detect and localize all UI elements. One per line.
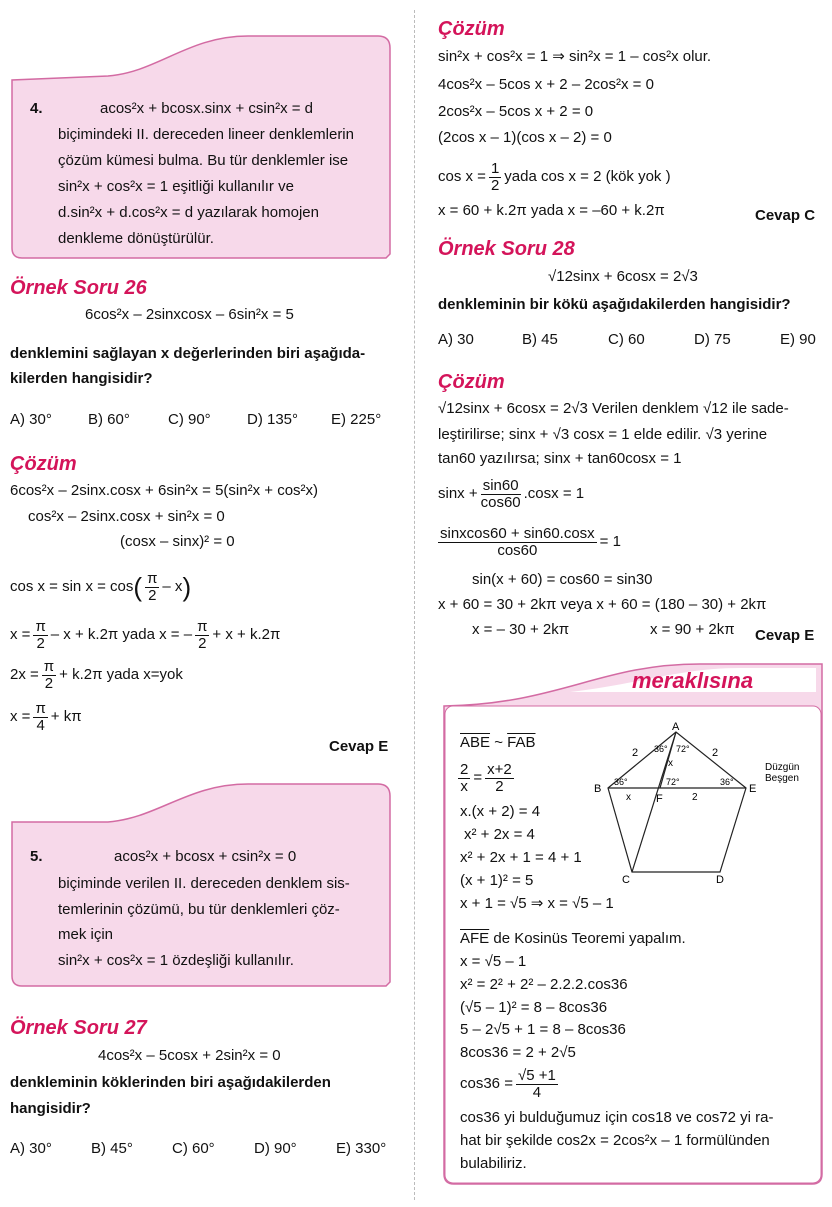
option-b: B) 45° bbox=[91, 1140, 133, 1157]
box-line: biçiminde verilen II. dereceden denklem sis- bbox=[58, 875, 350, 892]
question-text: denklemini sağlayan x değerlerinden biri aşağıda- bbox=[10, 345, 366, 362]
solution-line: (2cos x – 1)(cos x – 2) = 0 bbox=[438, 129, 612, 146]
segment-label-x: x bbox=[668, 758, 673, 769]
segment-label-bf: x bbox=[626, 792, 631, 803]
option-a: A) 30° bbox=[10, 411, 52, 428]
step-line: x = √5 – 1 bbox=[460, 953, 527, 970]
option-e: E) 330° bbox=[336, 1140, 387, 1157]
solution-title: Çözüm bbox=[438, 371, 505, 393]
fraction-denominator: 2 bbox=[148, 586, 157, 604]
fraction-denominator: x bbox=[460, 777, 468, 795]
fraction-numerator: sinxcos60 + sin60.cosx bbox=[440, 524, 595, 542]
segment-label-fe: 2 bbox=[692, 792, 698, 803]
fraction-denominator: 4 bbox=[532, 1083, 542, 1101]
solution-line bbox=[438, 474, 584, 514]
fraction-numerator: √5 +1 bbox=[517, 1066, 556, 1084]
option-a: A) 30 bbox=[438, 331, 474, 348]
solution-line: cos²x – 2sinx.cosx + sin²x = 0 bbox=[28, 508, 225, 525]
solution-line: leştirilirse; sinx + √3 cosx = 1 elde edilir. √3 yerine bbox=[438, 426, 768, 443]
box-number: 5. bbox=[30, 848, 43, 865]
solution-line: 6cos²x – 2sinx.cosx + 6sin²x = 5(sin²x + cos²x) bbox=[10, 482, 319, 499]
box-line: çözüm kümesi bulma. Bu tür denklemler ise bbox=[58, 152, 349, 169]
question-text: denkleminin köklerinden biri aşağıdakilerden bbox=[10, 1074, 331, 1091]
box-line: biçimindeki II. dereceden lineer denklemlerin bbox=[58, 126, 354, 143]
angle-label: 72° bbox=[666, 777, 680, 787]
angle-label: 36° bbox=[614, 777, 628, 787]
angle-label: 36° bbox=[720, 777, 734, 787]
option-e: E) 225° bbox=[331, 411, 382, 428]
question-title-26: Örnek Soru 26 bbox=[10, 277, 147, 299]
question-title-27: Örnek Soru 27 bbox=[10, 1017, 147, 1039]
triangle-label: $\overline{FAB}$ bbox=[507, 734, 536, 751]
angle-label: 36° bbox=[654, 744, 668, 754]
solution-line: cos x = sin x = cos( $\frac{\pi}{2}$ – x) bbox=[10, 569, 192, 604]
pentagon-diagram bbox=[588, 720, 824, 886]
solution-line: sin(x + 60) = cos60 = sin30 bbox=[472, 571, 653, 588]
option-c: C) 90° bbox=[168, 411, 211, 428]
fraction-denominator: cos60 bbox=[497, 541, 538, 559]
fraction-denominator: 2 bbox=[44, 674, 54, 692]
box-line: temlerinin çözümü, bu tür denklemleri çöz- bbox=[58, 901, 340, 918]
triangle-label: $\overline{AFE}$ bbox=[460, 930, 490, 947]
fraction-numerator: π bbox=[197, 617, 208, 635]
fraction-numerator: 2 bbox=[460, 760, 469, 778]
step-line: 5 – 2√5 + 1 = 8 – 8cos36 bbox=[460, 1021, 626, 1038]
question-equation: 4cos²x – 5cosx + 2sin²x = 0 bbox=[98, 1047, 281, 1064]
question-title-28: Örnek Soru 28 bbox=[438, 238, 575, 260]
text: de Kosinüs Teoremi yapalım. bbox=[493, 930, 686, 947]
vertex-label-e: E bbox=[749, 783, 757, 795]
fraction-denominator: 2 bbox=[495, 777, 504, 795]
solution-line: x = 90 + 2kπ bbox=[650, 621, 735, 638]
vertex-label-c: C bbox=[622, 874, 630, 886]
solution-line bbox=[10, 655, 183, 695]
similarity-line bbox=[460, 734, 535, 752]
text: + x + k.2π bbox=[212, 626, 281, 643]
text: – x + k.2π yada x = – bbox=[50, 626, 193, 643]
fraction-numerator: π bbox=[35, 699, 46, 717]
solution-line bbox=[10, 697, 82, 737]
answer-label: Cevap E bbox=[755, 627, 815, 644]
text: yada cos x = 2 (kök yok ) bbox=[504, 168, 671, 185]
meraklisina-title: meraklısına bbox=[632, 668, 754, 693]
step-line: x² + 2x = 4 bbox=[464, 826, 535, 843]
box-formula: acos²x + bcosx + csin²x = 0 bbox=[114, 848, 297, 865]
column-divider bbox=[414, 10, 415, 1200]
ratio-line bbox=[458, 758, 517, 798]
option-b: B) 45 bbox=[522, 331, 558, 348]
solution-line: √12sinx + 6cosx = 2√3 Verilen denklem √12 ile sade- bbox=[438, 400, 789, 417]
fraction-denominator: 2 bbox=[36, 634, 45, 652]
vertex-label-f: F bbox=[656, 793, 663, 805]
step-line: x + 1 = √5 ⇒ x = √5 – 1 bbox=[460, 895, 614, 912]
text: 2x = bbox=[10, 666, 39, 683]
box-number: 4. bbox=[30, 100, 43, 117]
fraction-numerator: π bbox=[147, 569, 158, 587]
text: cos36 = bbox=[460, 1075, 513, 1092]
step-line: x² + 2x + 1 = 4 + 1 bbox=[460, 849, 582, 866]
solution-line: x = – 30 + 2kπ bbox=[472, 621, 570, 638]
solution-line bbox=[10, 615, 280, 655]
solution-line: sin²x + cos²x = 1 ⇒ sin²x = 1 – cos²x olur. bbox=[438, 48, 712, 65]
step-line: x.(x + 2) = 4 bbox=[460, 803, 541, 820]
fraction-denominator: 4 bbox=[36, 716, 45, 734]
step-line: (√5 – 1)² = 8 – 8cos36 bbox=[460, 999, 608, 1016]
text: x = bbox=[10, 626, 31, 643]
final-line: bulabiliriz. bbox=[460, 1155, 527, 1172]
step-line: 8cos36 = 2 + 2√5 bbox=[460, 1044, 576, 1061]
side-label: 2 bbox=[632, 747, 639, 759]
solution-line: x + 60 = 30 + 2kπ veya x + 60 = (180 – 30) + 2kπ bbox=[438, 596, 767, 613]
vertex-label-b: B bbox=[594, 783, 602, 795]
text: cos x = sin x = cos bbox=[10, 578, 134, 595]
option-c: C) 60° bbox=[172, 1140, 215, 1157]
option-a: A) 30° bbox=[10, 1140, 52, 1157]
option-d: D) 90° bbox=[254, 1140, 297, 1157]
question-text: denkleminin bir kökü aşağıdakilerden hangisidir? bbox=[438, 296, 791, 313]
fraction-denominator: cos60 bbox=[480, 493, 521, 511]
solution-line bbox=[438, 522, 621, 562]
fraction-numerator: 1 bbox=[490, 159, 500, 177]
text: ~ bbox=[494, 734, 503, 751]
answer-label: Cevap C bbox=[755, 207, 816, 224]
angle-label: 72° bbox=[676, 744, 690, 754]
fraction-numerator: π bbox=[43, 657, 55, 675]
box-line: mek için bbox=[58, 926, 114, 943]
box-line: denkleme dönüştürülür. bbox=[58, 230, 214, 247]
afe-line bbox=[460, 930, 686, 948]
vertex-label-a: A bbox=[672, 721, 680, 733]
text: .cosx = 1 bbox=[523, 485, 585, 502]
solution-title: Çözüm bbox=[438, 18, 505, 40]
question-equation: √12sinx + 6cosx = 2√3 bbox=[548, 268, 698, 285]
option-d: D) 135° bbox=[247, 411, 299, 428]
fraction-denominator: 2 bbox=[198, 634, 207, 652]
option-d: D) 75 bbox=[694, 331, 731, 348]
solution-line: 2cos²x – 5cos x + 2 = 0 bbox=[438, 103, 594, 120]
fraction-denominator: 2 bbox=[490, 176, 500, 194]
solution-line: tan60 yazılırsa; sinx + tan60cosx = 1 bbox=[438, 450, 682, 467]
question-text: kilerden hangisidir? bbox=[10, 370, 153, 387]
question-equation: 6cos²x – 2sinxcosx – 6sin²x = 5 bbox=[85, 306, 294, 323]
box-line: d.sin²x + d.cos²x = d yazılarak homojen bbox=[58, 204, 319, 221]
option-b: B) 60° bbox=[88, 411, 130, 428]
option-c: C) 60 bbox=[608, 331, 645, 348]
step-line: x² = 2² + 2² – 2.2.2.cos36 bbox=[460, 976, 628, 993]
solution-title: Çözüm bbox=[10, 453, 77, 475]
vertex-label-d: D bbox=[716, 874, 724, 886]
triangle-label: $\overline{ABE}$ bbox=[460, 734, 491, 751]
answer-label: Cevap E bbox=[329, 738, 389, 755]
text: sinx + bbox=[438, 485, 478, 502]
text: x = bbox=[10, 708, 31, 725]
diagram-caption: Beşgen bbox=[765, 773, 799, 784]
final-line: cos36 yi bulduğumuz için cos18 ve cos72 yi ra- bbox=[460, 1109, 774, 1126]
text: = 1 bbox=[599, 533, 621, 550]
text: – x bbox=[162, 578, 183, 595]
solution-line bbox=[438, 157, 671, 197]
solution-line: (cosx – sinx)² = 0 bbox=[120, 533, 235, 550]
text: cos x = bbox=[438, 168, 486, 185]
option-e: E) 90 bbox=[780, 331, 816, 348]
final-line: hat bir şekilde cos2x = 2cos²x – 1 formülünden bbox=[460, 1132, 770, 1149]
fraction-numerator: x+2 bbox=[487, 760, 512, 778]
cos36-line bbox=[460, 1064, 561, 1104]
question-text: hangisidir? bbox=[10, 1100, 91, 1117]
diagram-caption: Düzgün bbox=[765, 762, 800, 773]
side-label: 2 bbox=[712, 747, 719, 759]
text: + kπ bbox=[50, 708, 82, 725]
fraction-numerator: π bbox=[35, 617, 46, 635]
text: = bbox=[473, 769, 483, 786]
fraction-numerator: sin60 bbox=[481, 478, 521, 495]
box-formula: acos²x + bcosx.sinx + csin²x = d bbox=[100, 100, 314, 117]
box-line: sin²x + cos²x = 1 eşitliği kullanılır ve bbox=[58, 178, 294, 195]
solution-line: x = 60 + k.2π yada x = –60 + k.2π bbox=[438, 202, 665, 219]
step-line: (x + 1)² = 5 bbox=[460, 872, 534, 889]
solution-line: 4cos²x – 5cos x + 2 – 2cos²x = 0 bbox=[438, 76, 654, 93]
box-line: sin²x + cos²x = 1 özdeşliği kullanılır. bbox=[58, 952, 294, 969]
text: + k.2π yada x=yok bbox=[59, 666, 183, 683]
